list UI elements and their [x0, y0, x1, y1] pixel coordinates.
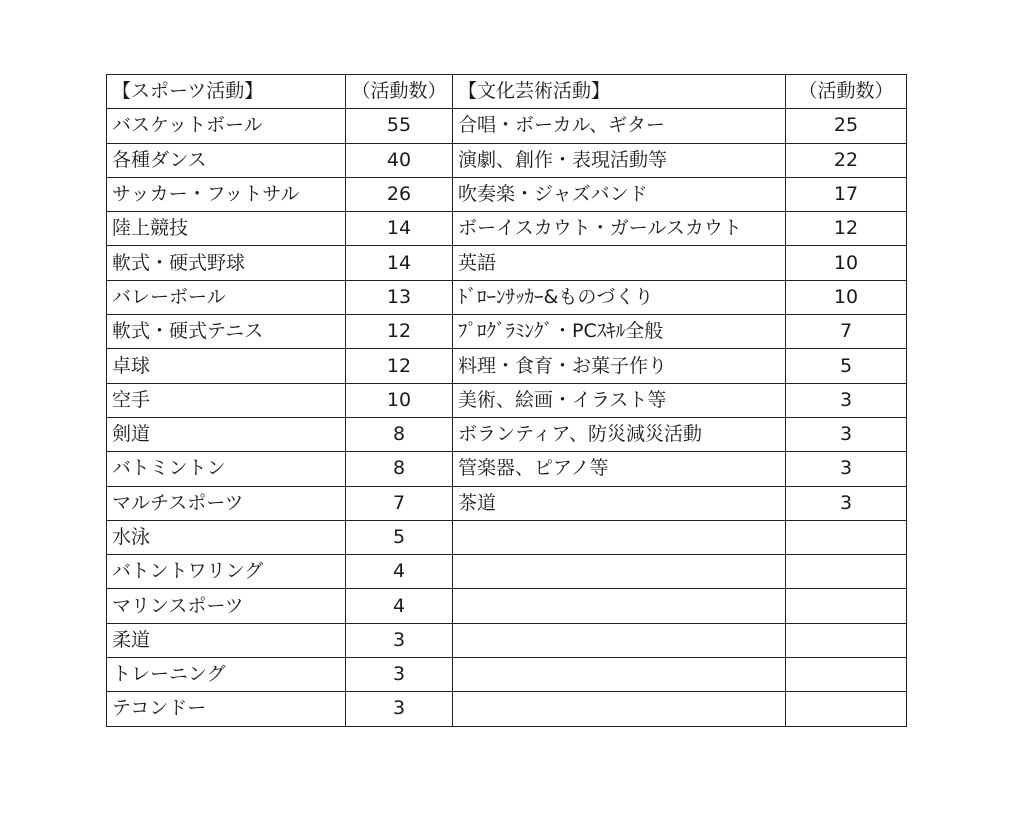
sport-name-cell: トレーニング	[107, 658, 346, 692]
culture-count-cell	[786, 589, 907, 623]
culture-count-cell	[786, 658, 907, 692]
sport-count-cell: 8	[346, 417, 453, 451]
table-row	[107, 177, 907, 211]
culture-name-cell	[453, 658, 786, 692]
sport-name-cell: 剣道	[107, 417, 346, 451]
culture-name-cell: ﾄﾞﾛｰﾝｻｯｶｰ&ものづくり	[453, 280, 786, 314]
table-row	[107, 623, 907, 657]
culture-count-cell	[786, 555, 907, 589]
culture-name-cell	[453, 623, 786, 657]
sport-count-cell: 4	[346, 555, 453, 589]
culture-name-cell: 管楽器、ピアノ等	[453, 452, 786, 486]
table-row	[107, 555, 907, 589]
culture-name-cell: 英語	[453, 246, 786, 280]
sport-name-cell: 軟式・硬式野球	[107, 246, 346, 280]
table-row	[107, 520, 907, 554]
culture-count-cell: 12	[786, 212, 907, 246]
culture-count-cell	[786, 520, 907, 554]
sport-name-cell: テコンドー	[107, 692, 346, 726]
culture-name-cell: 演劇、創作・表現活動等	[453, 143, 786, 177]
table-row	[107, 589, 907, 623]
sport-count-cell: 55	[346, 109, 453, 143]
culture-name-cell	[453, 692, 786, 726]
header-row	[107, 75, 907, 109]
sport-count-cell: 26	[346, 177, 453, 211]
sport-count-cell: 40	[346, 143, 453, 177]
header-culture: 【文化芸術活動】	[453, 75, 786, 109]
sport-name-cell: 柔道	[107, 623, 346, 657]
sport-name-cell: マルチスポーツ	[107, 486, 346, 520]
sport-name-cell: バスケットボール	[107, 109, 346, 143]
culture-name-cell: ボーイスカウト・ガールスカウト	[453, 212, 786, 246]
culture-count-cell: 10	[786, 280, 907, 314]
culture-count-cell: 22	[786, 143, 907, 177]
culture-name-cell: 料理・食育・お菓子作り	[453, 349, 786, 383]
sport-count-cell: 3	[346, 692, 453, 726]
table-row	[107, 315, 907, 349]
culture-name-cell: 美術、絵画・イラスト等	[453, 383, 786, 417]
sport-name-cell: サッカー・フットサル	[107, 177, 346, 211]
sport-count-cell: 3	[346, 623, 453, 657]
table-row	[107, 280, 907, 314]
sport-count-cell: 14	[346, 246, 453, 280]
sport-name-cell: マリンスポーツ	[107, 589, 346, 623]
sport-count-cell: 5	[346, 520, 453, 554]
table-row	[107, 486, 907, 520]
table-row	[107, 143, 907, 177]
sport-name-cell: 空手	[107, 383, 346, 417]
culture-name-cell: 合唱・ボーカル、ギター	[453, 109, 786, 143]
header-sports-count: （活動数）	[346, 75, 453, 109]
table-row	[107, 417, 907, 451]
sport-name-cell: 卓球	[107, 349, 346, 383]
culture-name-cell: ﾌﾟﾛｸﾞﾗﾐﾝｸﾞ・PCｽｷﾙ全般	[453, 315, 786, 349]
culture-count-cell: 5	[786, 349, 907, 383]
sport-name-cell: 陸上競技	[107, 212, 346, 246]
sport-name-cell: バレーボール	[107, 280, 346, 314]
table-row	[107, 383, 907, 417]
table-row	[107, 246, 907, 280]
sport-count-cell: 13	[346, 280, 453, 314]
culture-count-cell: 3	[786, 383, 907, 417]
culture-count-cell: 7	[786, 315, 907, 349]
header-culture-count: （活動数）	[786, 75, 907, 109]
table-body	[107, 75, 907, 727]
sport-count-cell: 3	[346, 658, 453, 692]
sport-count-cell: 12	[346, 315, 453, 349]
sport-name-cell: バトントワリング	[107, 555, 346, 589]
sport-name-cell: 各種ダンス	[107, 143, 346, 177]
culture-count-cell: 10	[786, 246, 907, 280]
table-row	[107, 109, 907, 143]
culture-count-cell: 3	[786, 486, 907, 520]
sport-count-cell: 12	[346, 349, 453, 383]
sport-name-cell: バトミントン	[107, 452, 346, 486]
culture-name-cell: 吹奏楽・ジャズバンド	[453, 177, 786, 211]
culture-count-cell	[786, 623, 907, 657]
culture-name-cell: 茶道	[453, 486, 786, 520]
sport-count-cell: 4	[346, 589, 453, 623]
table-row	[107, 452, 907, 486]
culture-name-cell	[453, 589, 786, 623]
culture-name-cell: ボランティア、防災減災活動	[453, 417, 786, 451]
activity-table	[106, 74, 907, 727]
sport-name-cell: 軟式・硬式テニス	[107, 315, 346, 349]
sport-count-cell: 8	[346, 452, 453, 486]
culture-count-cell: 3	[786, 417, 907, 451]
sport-count-cell: 7	[346, 486, 453, 520]
culture-count-cell	[786, 692, 907, 726]
table-row	[107, 658, 907, 692]
sport-name-cell: 水泳	[107, 520, 346, 554]
culture-name-cell	[453, 520, 786, 554]
table-row	[107, 212, 907, 246]
culture-name-cell	[453, 555, 786, 589]
table-row	[107, 349, 907, 383]
sport-count-cell: 14	[346, 212, 453, 246]
sport-count-cell: 10	[346, 383, 453, 417]
culture-count-cell: 3	[786, 452, 907, 486]
table-row	[107, 692, 907, 726]
header-sports: 【スポーツ活動】	[107, 75, 346, 109]
culture-count-cell: 17	[786, 177, 907, 211]
culture-count-cell: 25	[786, 109, 907, 143]
